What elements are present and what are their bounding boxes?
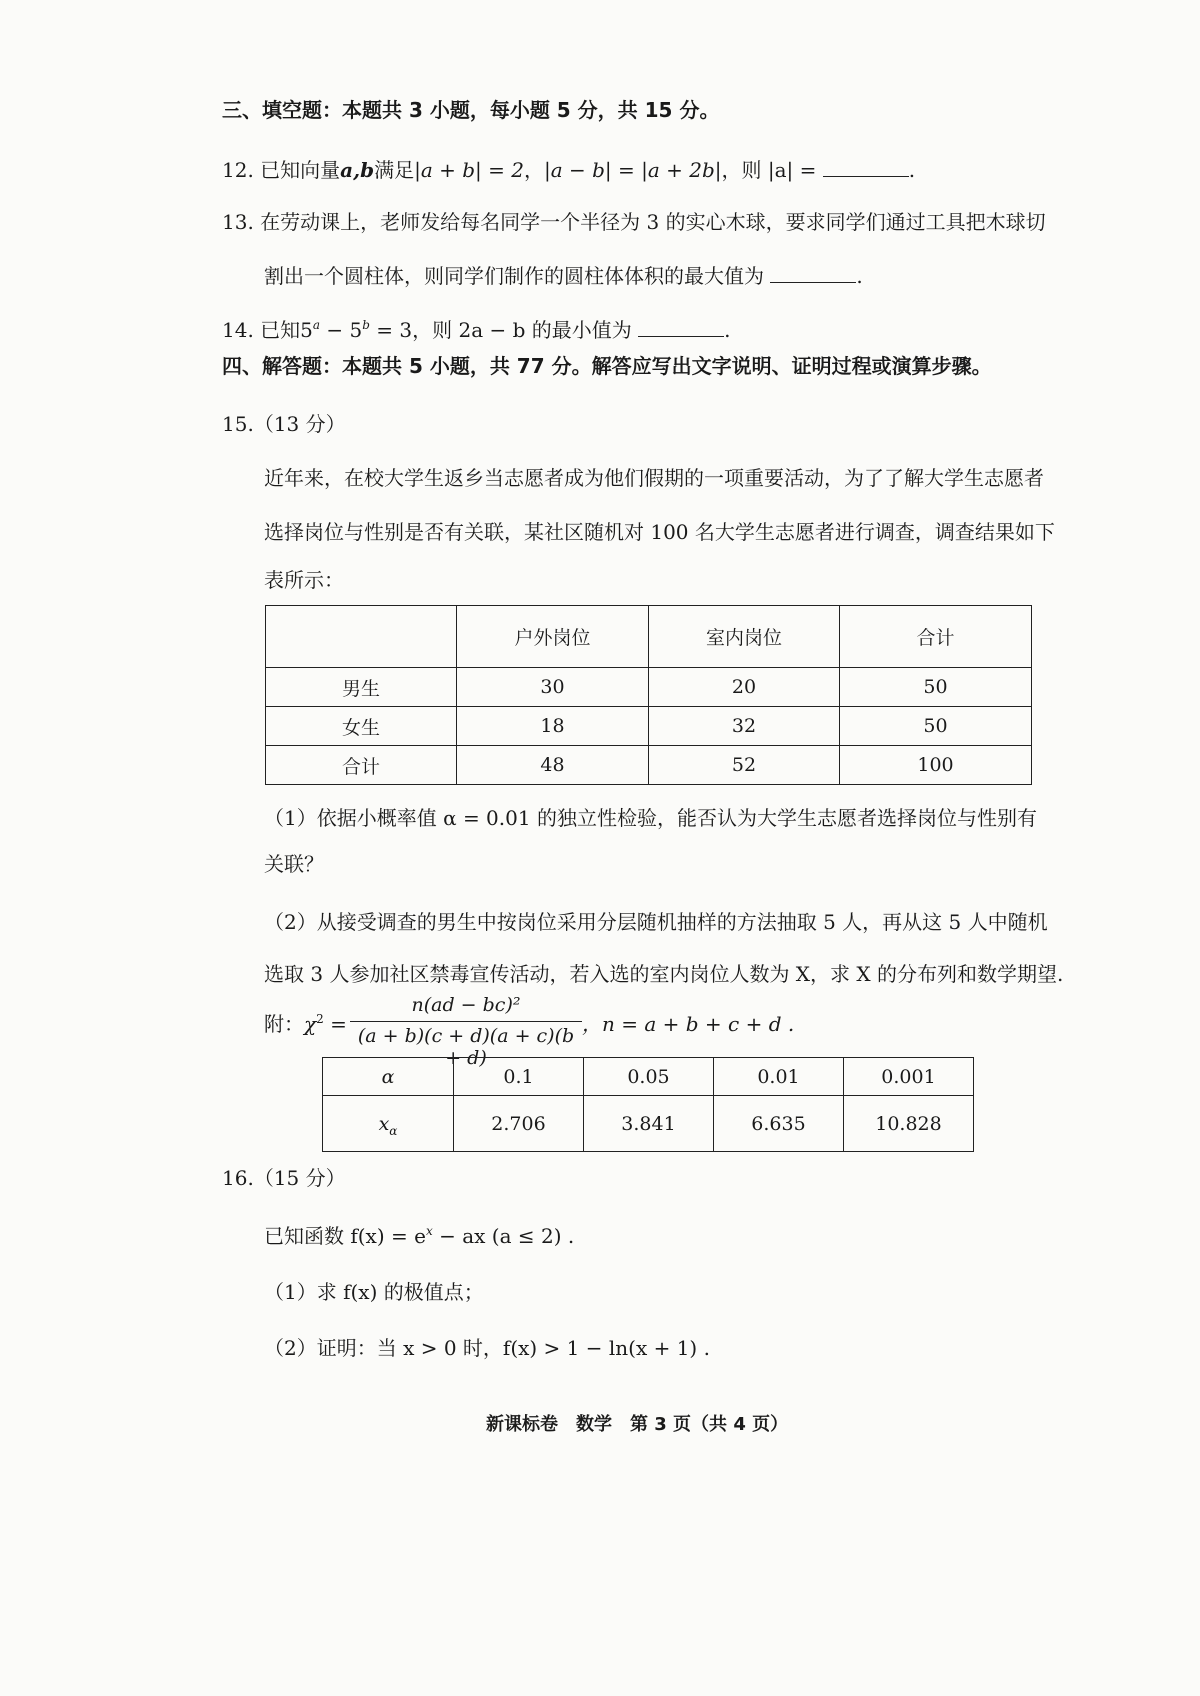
answer-blank[interactable] [823,156,909,177]
question-text: 满足 [374,158,415,182]
period: . [908,158,916,182]
table-row [266,746,1032,785]
question-text: 已知 [260,318,301,342]
condition-1: |a + b| = 2 [414,158,524,182]
question-16-stem [264,1222,574,1250]
section-heading-solutions: 四、解答题：本题共 5 小题，共 77 分。解答应写出文字说明、证明过程或演算步骤。 [222,354,992,378]
equation: − 5 [320,318,363,342]
question-points: （13 分） [253,412,346,436]
critical-value-table [322,1057,974,1152]
n-definition: ，n = a + b + c + d . [582,1012,795,1036]
question-15-part-2-line-2: 选取 3 人参加社区禁毒宣传活动，若入选的室内岗位人数为 X，求 X 的分布列和数学期望. [264,962,1064,986]
question-16-header [222,1164,346,1192]
table-cell: 10.828 [844,1096,974,1152]
question-16-part-1: （1）求 f(x) 的极值点； [264,1280,484,1304]
question-text: ，则 2a − b 的最小值为 [412,318,632,342]
page-footer: 新课标卷 数学 第 3 页（共 4 页） [486,1414,789,1435]
table-cell: 0.05 [584,1058,714,1096]
exponent-a: a [312,318,321,332]
equation: 5 [300,318,313,342]
answer-blank[interactable] [638,316,724,337]
equals-sign: = [323,1012,347,1036]
table-header-cell: 室内岗位 [649,606,840,668]
function-definition: − ax (a ≤ 2) . [432,1224,575,1248]
formula-numerator: n(ad − bc)² [411,994,521,1016]
x-alpha-label: x [378,1112,390,1135]
function-definition: 已知函数 f(x) = e [264,1224,426,1248]
question-15-part-2-line-1: （2）从接受调查的男生中按岗位采用分层随机抽样的方法抽取 5 人，再从这 5 人中随机 [264,910,1048,934]
question-14 [222,316,731,344]
table-row [266,707,1032,746]
question-number: 12. [222,158,254,182]
table-row [323,1058,974,1096]
question-13-line-2 [264,262,863,290]
condition-2: |a − b| = |a + 2b| [543,158,722,182]
table-header-cell: 户外岗位 [457,606,649,668]
table-cell: 2.706 [454,1096,584,1152]
question-15-part-1-line-2: 关联？ [264,852,324,876]
question-text: 已知向量 [260,158,341,182]
equation: = 3 [369,318,413,342]
table-cell: 0.001 [844,1058,974,1096]
question-15-line-2: 选择岗位与性别是否有关联，某社区随机对 100 名大学生志愿者进行调查，调查结果如下 [264,520,1055,544]
question-13-line-1 [222,208,1046,236]
table-cell: 女生 [266,707,457,746]
table-row [266,668,1032,707]
formula-denominator: (a + b)(c + d)(a + c)(b + d) [357,1025,575,1069]
table-cell: 0.1 [454,1058,584,1096]
exponent-b: b [362,318,370,332]
separator: ， [523,158,544,182]
question-15-line-1: 近年来，在校大学生返乡当志愿者成为他们假期的一项重要活动，为了了解大学生志愿者 [264,466,1044,490]
table-cell: 20 [649,668,840,707]
period: . [724,318,731,342]
table-cell: 52 [649,746,840,785]
question-12 [222,156,915,184]
table-cell: 18 [457,707,649,746]
table-cell: 30 [457,668,649,707]
question-15-part-1-line-1: （1）依据小概率值 α = 0.01 的独立性检验，能否认为大学生志愿者选择岗位与性别有 [264,806,1037,830]
fraction-bar [350,1021,582,1022]
question-15-line-3: 表所示： [264,568,344,592]
survey-table [265,605,1032,785]
question-text: 在劳动课上，老师发给每名同学一个半径为 3 的实心木球，要求同学们通过工具把木球切 [260,210,1046,234]
period: . [856,264,863,288]
table-cell: 100 [840,746,1032,785]
table-cell: 6.635 [714,1096,844,1152]
chi-symbol: χ [304,1012,317,1036]
x-alpha-subscript: α [389,1123,398,1138]
question-16-part-2: （2）证明：当 x > 0 时，f(x) > 1 − ln(x + 1) . [264,1336,710,1360]
question-15-header [222,410,346,438]
table-cell [323,1096,454,1152]
table-cell: α [323,1058,454,1096]
appendix-label [264,1010,347,1038]
table-cell: 0.01 [714,1058,844,1096]
table-header-cell: 合计 [840,606,1032,668]
table-cell: 男生 [266,668,457,707]
table-cell: 50 [840,707,1032,746]
chi-exponent: 2 [316,1012,324,1026]
table-cell: 48 [457,746,649,785]
question-text: ，则 |a| = [721,158,817,182]
exponent-x: x [425,1224,433,1238]
question-number: 14. [222,318,254,342]
table-cell: 3.841 [584,1096,714,1152]
question-text: 割出一个圆柱体，则同学们制作的圆柱体体积的最大值为 [264,264,764,288]
question-points: （15 分） [253,1166,346,1190]
question-number: 16. [222,1166,254,1190]
answer-blank[interactable] [770,262,856,283]
table-row [323,1096,974,1152]
table-cell: 合计 [266,746,457,785]
question-number: 15. [222,412,254,436]
question-number: 13. [222,210,254,234]
table-cell: 32 [649,707,840,746]
vector-vars: a,b [340,158,375,182]
table-header-row [266,606,1032,668]
section-heading-fill-in: 三、填空题：本题共 3 小题，每小题 5 分，共 15 分。 [222,98,720,122]
appendix-label-text: 附： [264,1012,304,1036]
table-cell: 50 [840,668,1032,707]
table-header-cell [266,606,457,668]
